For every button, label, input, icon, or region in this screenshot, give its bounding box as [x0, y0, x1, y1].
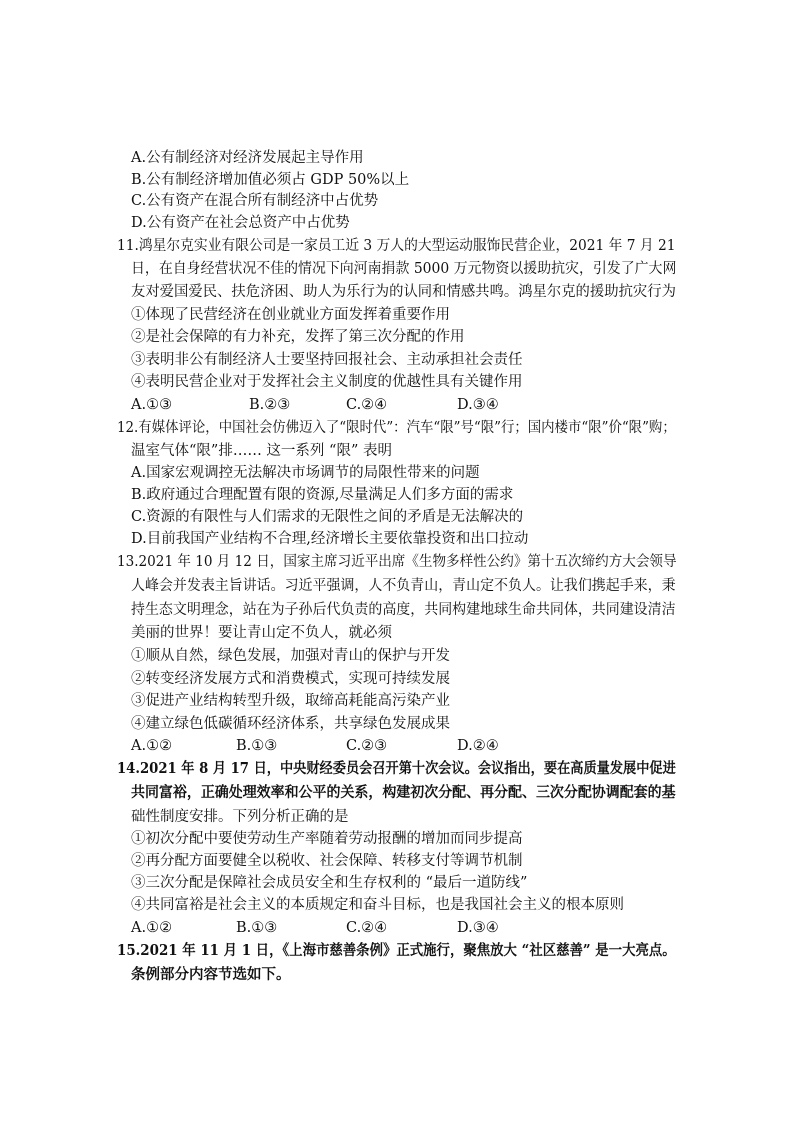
q12-stem-line-2: 温室气体“限”排…… 这一系列 “限” 表明 [131, 443, 392, 459]
q10-option-c: C.公有资产在混合所有制经济中占优势 [131, 193, 379, 209]
q13-statement-2: ②转变经济发展方式和消费模式，实现可持续发展 [131, 671, 450, 687]
q14-choice-c: C.②④ [346, 920, 388, 936]
q14-statement-1: ①初次分配中要使劳动生产率随着劳动报酬的增加而同步提高 [131, 831, 523, 847]
q11-statement-3: ③表明非公有制经济人士要坚持回报社会、主动承担社会责任 [131, 352, 523, 368]
q13-stem-line-4: 美丽的世界！要让青山定不负人，就必须 [131, 625, 392, 641]
q13-choice-c: C.②③ [346, 738, 388, 754]
q11-statement-2: ②是社会保障的有力补充，发挥了第三次分配的作用 [131, 329, 465, 345]
q14-choice-a: A.①② [131, 920, 173, 936]
q13-choice-b: B.①③ [236, 738, 278, 754]
q11-choice-c: C.②④ [346, 397, 388, 413]
q14-choices [131, 918, 551, 938]
q12-option-c: C.资源的有限性与人们需求的无限性之间的矛盾是无法解决的 [131, 509, 524, 525]
q12-option-d: D.目前我国产业结构不合理,经济增长主要依靠投资和出口拉动 [131, 531, 529, 547]
q11-statement-1: ①体现了民营经济在创业就业方面发挥着重要作用 [131, 307, 450, 323]
q14-stem-line-3: 础性制度安排。下列分析正确的是 [131, 809, 349, 825]
q11-stem-line-2: 日，在自身经营状况不佳的情况下向河南捐款 5000 万元物资以援助抗灾，引发了广大网 [131, 261, 677, 277]
q11-choice-a: A.①③ [131, 397, 173, 413]
q13-stem-line-3: 持生态文明理念，站在为子孙后代负责的高度，共同构建地球生命共同体，共同建设清洁 [131, 602, 676, 618]
q12-option-a: A.国家宏观调控无法解决市场调节的局限性带来的问题 [131, 465, 480, 481]
q14-statement-2: ②再分配方面要健全以税收、社会保障、转移支付等调节机制 [131, 853, 523, 869]
q10-option-b: B.公有制经济增加值必须占 GDP 50%以上 [131, 172, 410, 188]
q11-choices [131, 395, 551, 415]
q13-statement-4: ④建立绿色低碳循环经济体系，共享绿色发展成果 [131, 716, 450, 732]
q11-choice-b: B.②③ [249, 397, 291, 413]
q14-stem-line-1: 14.2021 年 8 月 17 日，中央财经委员会召开第十次会议。会议指出，要在高质量发展中促进 [117, 760, 676, 777]
q13-choices [131, 736, 551, 756]
q15-stem-line-2: 条例部分内容节选如下。 [131, 966, 291, 983]
q10-option-d: D.公有资产在社会总资产中占优势 [131, 215, 350, 231]
q13-statement-1: ①顺从自然，绿色发展，加强对青山的保护与开发 [131, 648, 450, 664]
q13-statement-3: ③促进产业结构转型升级，取缔高耗能高污染产业 [131, 693, 450, 709]
q13-stem-line-1: 13.2021 年 10 月 12 日，国家主席习近平出席《生物多样性公约》第十五次缔约方大会领导 [117, 554, 677, 570]
q14-statement-4: ④共同富裕是社会主义的本质规定和奋斗目标，也是我国社会主义的根本原则 [131, 897, 624, 913]
q11-choice-d: D.③④ [457, 397, 499, 413]
q11-stem-line-3: 友对爱国爱民、扶危济困、助人为乐行为的认同和情感共鸣。鸿星尔克的援助抗灾行为 [131, 284, 676, 300]
q13-choice-a: A.①② [131, 738, 173, 754]
q15-stem-line-1: 15.2021 年 11 月 1 日，《上海市慈善条例》正式施行，聚焦放大 “社区慈善” 是一大亮点。 [117, 942, 676, 959]
q11-stem-line-1: 11.鸿星尔克实业有限公司是一家员工近 3 万人的大型运动服饰民营企业，2021 年 7 月 21 [117, 238, 676, 254]
q14-choice-d: D.③④ [457, 920, 499, 936]
q13-stem-line-2: 人峰会并发表主旨讲话。习近平强调，人不负青山，青山定不负人。让我们携起手来，秉 [131, 578, 676, 594]
q11-statement-4: ④表明民营企业对于发挥社会主义制度的优越性具有关键作用 [131, 374, 523, 390]
q14-statement-3: ③三次分配是保障社会成员安全和生存权利的 “最后一道防线” [131, 875, 528, 891]
q14-choice-b: B.①③ [236, 920, 278, 936]
q12-option-b: B.政府通过合理配置有限的资源,尽量满足人们多方面的需求 [131, 487, 514, 503]
q12-stem-line-1: 12.有媒体评论，中国社会仿佛迈入了“限时代”：汽车“限”号“限”行；国内楼市“限”价“限”购； [117, 420, 676, 436]
q14-stem-line-2: 共同富裕，正确处理效率和公平的关系，构建初次分配、再分配、三次分配协调配套的基 [131, 784, 676, 801]
q13-choice-d: D.②④ [457, 738, 499, 754]
q10-option-a: A.公有制经济对经济发展起主导作用 [131, 150, 364, 166]
